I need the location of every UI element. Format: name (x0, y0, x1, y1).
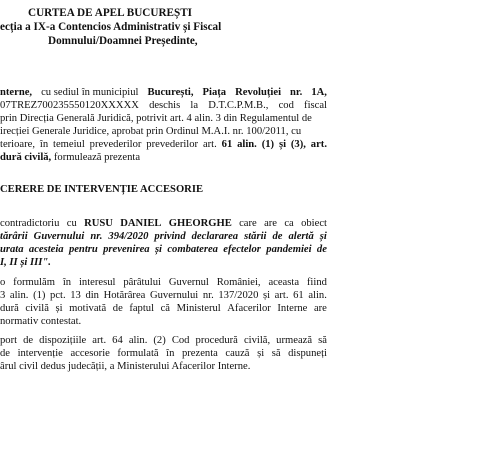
word: formulăm (13, 277, 55, 288)
word: și (278, 139, 287, 150)
word: nr. (290, 87, 303, 98)
word: din (85, 290, 99, 301)
word: obiect (301, 218, 327, 229)
para1-line1 (0, 86, 327, 99)
word: nr. (90, 231, 103, 242)
word: cu (66, 218, 77, 229)
word: contradictoriu (0, 218, 60, 229)
word: Guvernului (149, 290, 199, 301)
word: dispozițiile (39, 335, 87, 346)
word: pentru (68, 244, 98, 255)
word: alin. (308, 290, 327, 301)
word: irecției Generale Juridice, aprobat prin Ordinul M.A.I. nr. 100/2011, cu (0, 126, 302, 137)
word: Revoluției (235, 87, 282, 98)
word: Piața (202, 87, 227, 98)
word: (1) (33, 290, 46, 301)
word: 3 (0, 290, 6, 301)
word: D.T.C.P.M.B., (208, 100, 269, 111)
word: care (239, 218, 257, 229)
word: GHEORGHE (168, 218, 232, 229)
para4-line3: ârul civil dedus judecății, a Ministerului Afacerilor Interne. (0, 361, 251, 372)
word: și (154, 244, 163, 255)
word: alin. (237, 139, 257, 150)
word: civilă, (243, 335, 271, 346)
salutation: Domnului/Doamnei Președinte, (48, 35, 198, 47)
word: Ministerul (176, 303, 221, 314)
word: fiscal (304, 100, 327, 111)
para1-line3 (0, 112, 327, 125)
word: Hotărârea (103, 290, 146, 301)
para4-line1 (0, 334, 327, 347)
word: dispuneți (288, 348, 327, 359)
para1-line6 (0, 151, 140, 164)
word: efectelor (223, 244, 261, 255)
word: 1A, (311, 87, 327, 98)
word: dură (0, 303, 19, 314)
para2-line1 (0, 217, 327, 230)
word: urmează (276, 335, 313, 346)
para3-line1 (0, 276, 327, 289)
word: prin Direcția Generală Juridică, potrivit art. 4 alin. 3 din Regulamentul de (0, 113, 312, 124)
word: Guvernului (33, 231, 85, 242)
word: art. (274, 290, 289, 301)
word: art. (202, 139, 217, 150)
word: 61 (221, 139, 233, 150)
word: de (0, 348, 10, 359)
word: deschis (149, 100, 181, 111)
word: aceasta (268, 277, 300, 288)
word: cu sediul în municipiul (41, 87, 139, 98)
para1-line6-bold: dură civilă, (0, 152, 52, 163)
word: 64 (112, 335, 123, 346)
word: formulată (117, 348, 159, 359)
para1-line6-rest: formulează prezenta (51, 152, 141, 163)
para1-line5 (0, 138, 327, 151)
para1-line4 (0, 125, 327, 138)
word: (3), (290, 139, 306, 150)
word: interesul (78, 277, 116, 288)
para3-line4: normativ contestat. (0, 316, 82, 327)
word: accesorie (70, 348, 110, 359)
court-name: CURTEA DE APEL BUCUREȘTI (28, 7, 193, 19)
word: prevenirea (103, 244, 150, 255)
word: port (0, 335, 18, 346)
word: nterne, (0, 87, 33, 98)
word: și (257, 348, 265, 359)
word: intervenție (17, 348, 63, 359)
word: temeiul (53, 139, 85, 150)
word: nr. (202, 290, 214, 301)
word: Guvernul (168, 277, 209, 288)
word: declararea (191, 231, 239, 242)
court-section: ecția a IX-a Contencios Administrativ și Fiscal (0, 21, 222, 33)
word: procedură (195, 335, 238, 346)
word: (2) (153, 335, 166, 346)
word: 07TREZ700235550120XXXXX (0, 100, 139, 111)
para2-line2 (0, 230, 327, 243)
word: în (62, 277, 72, 288)
word: și (319, 231, 327, 242)
word: că (160, 303, 171, 314)
word: alin. (9, 290, 29, 301)
word: urata (0, 244, 24, 255)
word: ca (284, 218, 294, 229)
word: pandemiei (266, 244, 312, 255)
word: (1) (261, 139, 275, 150)
word: și (262, 290, 271, 301)
word: 137/2020 (218, 290, 259, 301)
word: are (313, 303, 327, 314)
word: de (23, 335, 34, 346)
word: cauză (225, 348, 250, 359)
word: și (55, 303, 63, 314)
word: 13 (70, 290, 81, 301)
word: motivată (69, 303, 107, 314)
word: civilă (25, 303, 49, 314)
document-title: CERERE DE INTERVENȚIE ACCESORIE (0, 184, 204, 195)
word: tărârii (0, 231, 28, 242)
word: României, (216, 277, 261, 288)
word: privind (154, 231, 186, 242)
word: combaterea (167, 244, 218, 255)
word: DANIEL (120, 218, 162, 229)
para3-line2 (0, 289, 327, 302)
word: de (112, 303, 123, 314)
word: prezenta (181, 348, 218, 359)
word: 394/2020 (108, 231, 149, 242)
word: art. (310, 139, 327, 150)
para1-line2 (0, 99, 327, 112)
word: la (190, 100, 199, 111)
word: prevederilor (146, 139, 199, 150)
word: Interne (277, 303, 308, 314)
word: să (318, 335, 327, 346)
word: terioare, (0, 139, 35, 150)
word: pct. (50, 290, 66, 301)
word: pârâtului (123, 277, 161, 288)
word: Cod (171, 335, 190, 346)
word: Afacerilor (227, 303, 271, 314)
para2-line4: I, II și III". (0, 257, 51, 268)
para3-line3 (0, 302, 327, 315)
word: să (271, 348, 281, 359)
word: în (39, 139, 49, 150)
word: de (272, 231, 283, 242)
word: are (264, 218, 278, 229)
word: RUSU (84, 218, 113, 229)
para4-line2 (0, 347, 327, 360)
para2-line3 (0, 243, 327, 256)
word: acesteia (28, 244, 64, 255)
word: București, (147, 87, 194, 98)
word: art. (92, 335, 107, 346)
word: stării (244, 231, 267, 242)
word: fiind (306, 277, 327, 288)
word: o (0, 277, 6, 288)
word: 61 (293, 290, 304, 301)
word: în (166, 348, 175, 359)
word: alertă (288, 231, 314, 242)
word: prevederilor (89, 139, 142, 150)
word: de (316, 244, 327, 255)
word: cod (278, 100, 294, 111)
word: alin. (128, 335, 148, 346)
word: faptul (129, 303, 155, 314)
